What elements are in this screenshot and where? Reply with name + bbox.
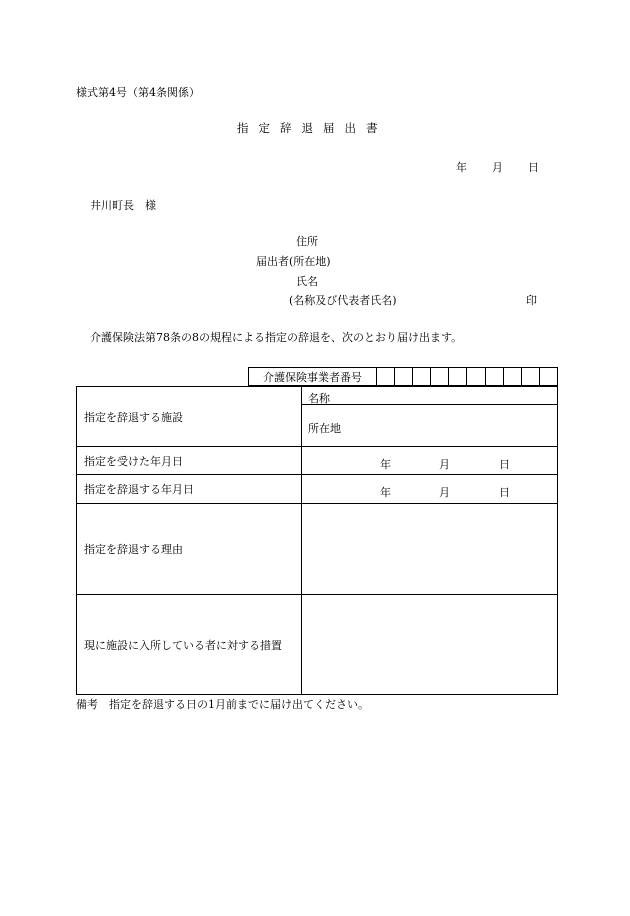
name-label: 氏名: [296, 275, 318, 288]
reason-label: 指定を辞退する理由: [84, 543, 183, 556]
provider-number-label: 介護保険事業者番号: [249, 368, 377, 385]
provider-number-digit-cell[interactable]: [431, 368, 449, 385]
facility-row: [77, 387, 557, 446]
measures-label: 現に施設に入所している者に対する措置: [84, 638, 282, 652]
document-title: 指定辞退届出書: [237, 121, 388, 135]
addressee: 井川町長 様: [90, 199, 156, 212]
facility-name-field[interactable]: [302, 387, 557, 405]
designated-date-field[interactable]: [302, 447, 557, 474]
name-note: (名称及び代表者氏名): [289, 294, 397, 307]
designated-year: 年: [380, 458, 391, 471]
facility-label: 指定を辞退する施設: [84, 410, 183, 424]
provider-number-digit-cell[interactable]: [413, 368, 431, 385]
applicant-label: 届出者(所在地): [256, 255, 331, 268]
date-line: [456, 162, 539, 173]
measures-label-cell: [77, 595, 302, 694]
facility-label-cell: [77, 387, 302, 446]
withdraw-date-label: 指定を辞退する年月日: [84, 483, 194, 496]
withdrawal-form-table: [76, 386, 558, 695]
withdraw-year: 年: [380, 486, 391, 499]
date-month: 月: [492, 161, 503, 174]
facility-name-label: 名称: [308, 392, 330, 405]
reason-field[interactable]: [302, 504, 557, 594]
address-label: 住所: [296, 235, 318, 248]
provider-number-digit-cell[interactable]: [395, 368, 413, 385]
designated-day: 日: [499, 458, 510, 471]
designated-date-label-cell: [77, 447, 302, 474]
provider-number-digit-cell[interactable]: [449, 368, 467, 385]
provider-number-digit-cell[interactable]: [522, 368, 540, 385]
designated-date-label: 指定を受けた年月日: [84, 454, 183, 468]
withdraw-month: 月: [439, 486, 450, 499]
withdraw-day: 日: [499, 486, 510, 499]
designated-date-row: [77, 446, 557, 474]
measures-field[interactable]: [302, 595, 557, 694]
seal-mark: 印: [526, 294, 537, 307]
provider-number-digit-cell[interactable]: [377, 368, 395, 385]
measures-row: [77, 594, 557, 694]
remarks: 備考 指定を辞退する日の1月前までに届け出てください。: [76, 698, 369, 711]
provider-number-digit-cell[interactable]: [504, 368, 522, 385]
withdraw-date-row: [77, 474, 557, 503]
withdraw-date-field[interactable]: [302, 475, 557, 503]
designated-month: 月: [439, 458, 450, 471]
date-year: 年: [456, 161, 467, 174]
provider-number-box: [248, 367, 558, 386]
body-text: 介護保険法第78条の8の規程による指定の辞退を、次のとおり届け出ます。: [90, 331, 463, 344]
facility-value-cell: [302, 387, 557, 446]
facility-location-label: 所在地: [308, 422, 341, 435]
reason-row: [77, 503, 557, 594]
reason-label-cell: [77, 504, 302, 594]
provider-number-digit-cell[interactable]: [467, 368, 485, 385]
provider-number-digit-cell[interactable]: [540, 368, 557, 385]
date-day: 日: [528, 161, 539, 174]
provider-number-digit-cell[interactable]: [486, 368, 504, 385]
withdraw-date-label-cell: [77, 475, 302, 503]
form-number: 様式第4号（第4条関係）: [76, 86, 200, 99]
